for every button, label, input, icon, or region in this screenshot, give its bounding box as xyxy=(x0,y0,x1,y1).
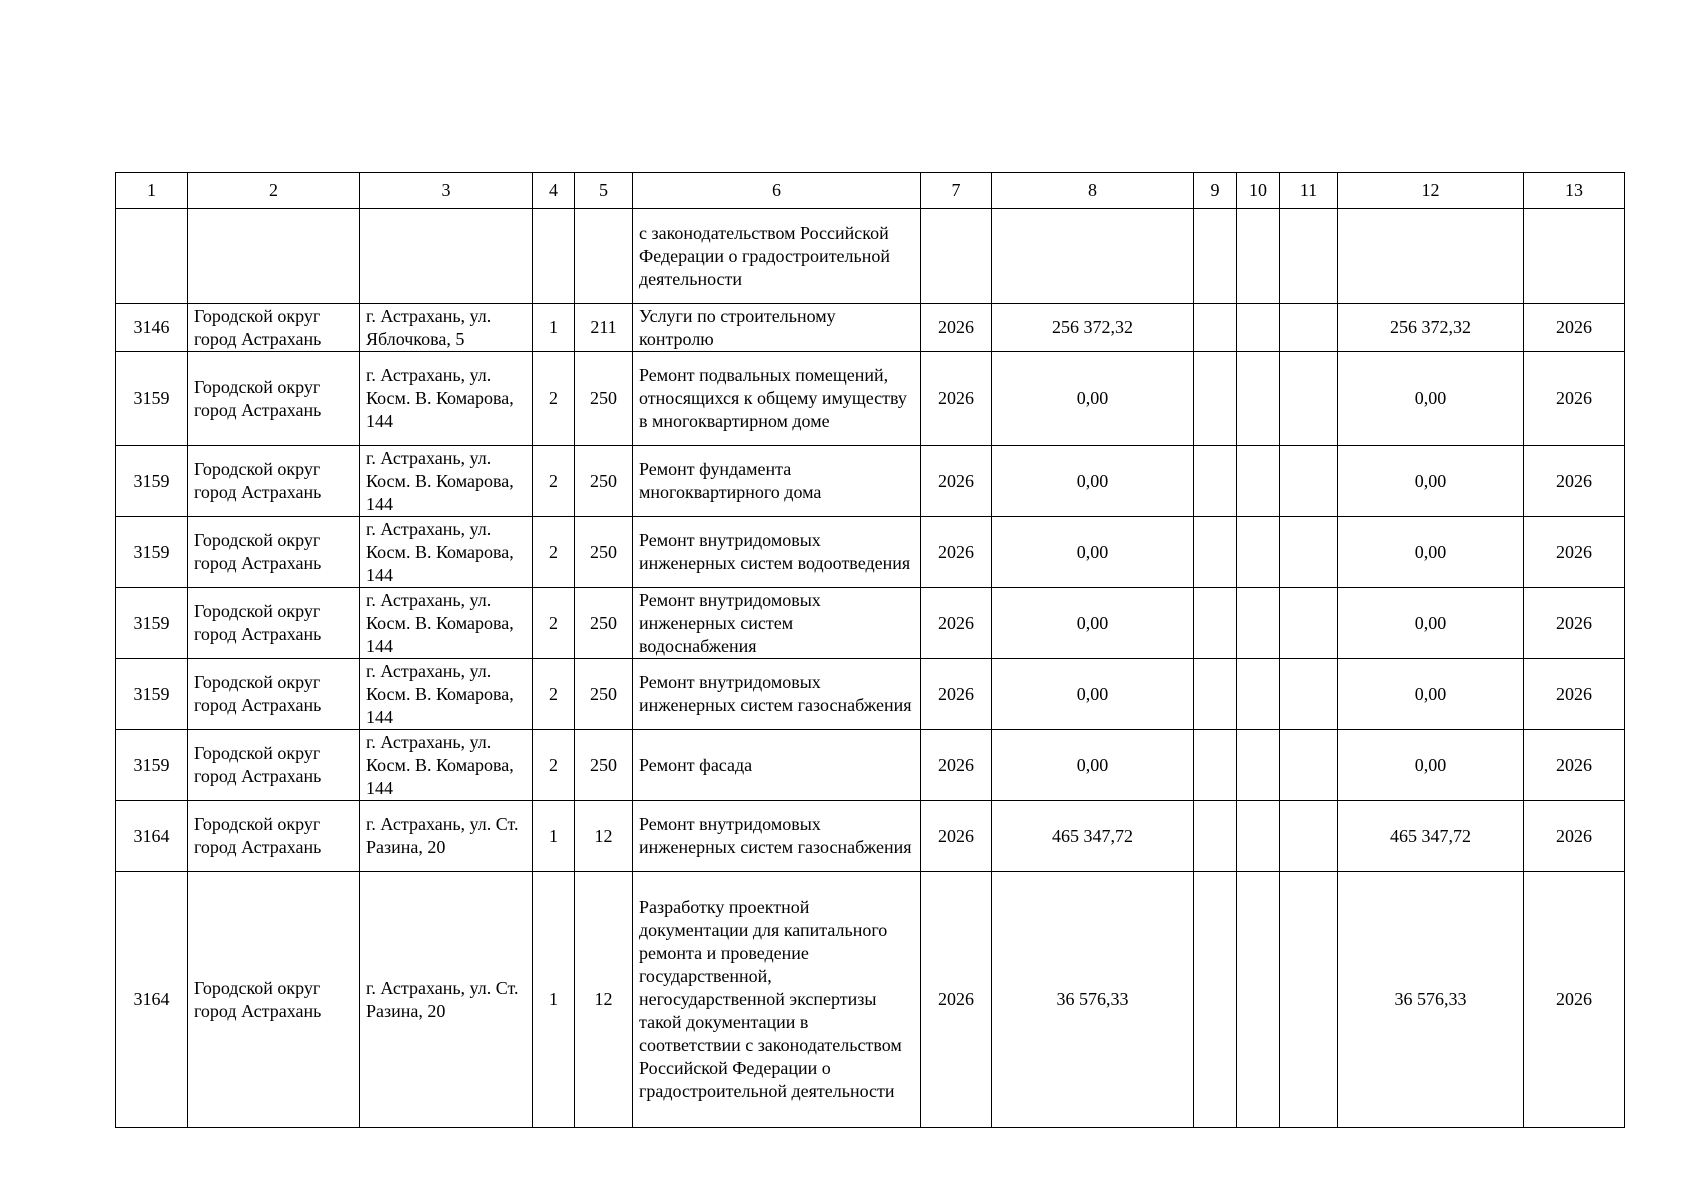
table-row xyxy=(116,304,1625,352)
cell-number: 3159 xyxy=(116,659,188,730)
cell-amount-total xyxy=(1338,209,1524,304)
cell-year-end: 2026 xyxy=(1524,588,1625,659)
cell-year: 2026 xyxy=(921,446,992,517)
cell-number: 3159 xyxy=(116,588,188,659)
cell-year-end: 2026 xyxy=(1524,730,1625,801)
cell-address: г. Астрахань, ул. Косм. В. Комарова, 144 xyxy=(360,730,533,801)
cell-col5: 250 xyxy=(575,352,633,446)
header-cell: 9 xyxy=(1194,173,1237,209)
cell-amount-total: 0,00 xyxy=(1338,588,1524,659)
cell-col11 xyxy=(1280,517,1338,588)
header-cell: 11 xyxy=(1280,173,1338,209)
cell-col10 xyxy=(1237,801,1280,872)
cell-amount-total: 465 347,72 xyxy=(1338,801,1524,872)
cell-municipality xyxy=(188,209,360,304)
cell-col5: 250 xyxy=(575,446,633,517)
header-cell: 12 xyxy=(1338,173,1524,209)
table-row xyxy=(116,730,1625,801)
cell-col4 xyxy=(533,209,575,304)
table-row xyxy=(116,588,1625,659)
cell-amount: 0,00 xyxy=(992,352,1194,446)
cell-col11 xyxy=(1280,588,1338,659)
header-cell: 8 xyxy=(992,173,1194,209)
cell-col4: 1 xyxy=(533,304,575,352)
header-cell: 6 xyxy=(633,173,921,209)
cell-work-type: Ремонт внутридомовых инженерных систем газоснабжения xyxy=(633,801,921,872)
cell-work-type: Ремонт внутридомовых инженерных систем газоснабжения xyxy=(633,659,921,730)
cell-col5: 250 xyxy=(575,659,633,730)
header-cell: 10 xyxy=(1237,173,1280,209)
cell-year xyxy=(921,209,992,304)
cell-col5: 211 xyxy=(575,304,633,352)
cell-municipality: Городской округ город Астрахань xyxy=(188,872,360,1128)
cell-amount: 0,00 xyxy=(992,588,1194,659)
cell-col4: 2 xyxy=(533,446,575,517)
header-cell: 4 xyxy=(533,173,575,209)
cell-year-end: 2026 xyxy=(1524,659,1625,730)
cell-year: 2026 xyxy=(921,730,992,801)
cell-address: г. Астрахань, ул. Ст. Разина, 20 xyxy=(360,872,533,1128)
cell-number: 3146 xyxy=(116,304,188,352)
cell-year-end: 2026 xyxy=(1524,304,1625,352)
cell-work-type: Ремонт внутридомовых инженерных систем водоотведения xyxy=(633,517,921,588)
cell-col9 xyxy=(1194,209,1237,304)
cell-number: 3159 xyxy=(116,517,188,588)
cell-amount: 0,00 xyxy=(992,517,1194,588)
cell-col9 xyxy=(1194,446,1237,517)
cell-number: 3164 xyxy=(116,872,188,1128)
cell-year: 2026 xyxy=(921,304,992,352)
cell-address: г. Астрахань, ул. Яблочкова, 5 xyxy=(360,304,533,352)
cell-work-type: Ремонт внутридомовых инженерных систем водоснабжения xyxy=(633,588,921,659)
cell-year-end: 2026 xyxy=(1524,352,1625,446)
cell-col5: 250 xyxy=(575,730,633,801)
header-cell: 3 xyxy=(360,173,533,209)
cell-col5: 250 xyxy=(575,588,633,659)
table-row xyxy=(116,517,1625,588)
table-row xyxy=(116,446,1625,517)
cell-address: г. Астрахань, ул. Косм. В. Комарова, 144 xyxy=(360,446,533,517)
cell-address xyxy=(360,209,533,304)
cell-col10 xyxy=(1237,588,1280,659)
cell-col4: 2 xyxy=(533,352,575,446)
cell-col5: 250 xyxy=(575,517,633,588)
cell-work-type: с законодательством Российской Федерации о градостроительной деятельности xyxy=(633,209,921,304)
cell-address: г. Астрахань, ул. Косм. В. Комарова, 144 xyxy=(360,517,533,588)
cell-amount-total: 0,00 xyxy=(1338,352,1524,446)
cell-address: г. Астрахань, ул. Косм. В. Комарова, 144 xyxy=(360,588,533,659)
cell-year-end: 2026 xyxy=(1524,801,1625,872)
table-row xyxy=(116,209,1625,304)
cell-number: 3164 xyxy=(116,801,188,872)
cell-year: 2026 xyxy=(921,801,992,872)
cell-amount: 36 576,33 xyxy=(992,872,1194,1128)
cell-amount-total: 0,00 xyxy=(1338,446,1524,517)
cell-col10 xyxy=(1237,517,1280,588)
cell-year-end xyxy=(1524,209,1625,304)
data-table xyxy=(115,172,1625,1128)
cell-address: г. Астрахань, ул. Косм. В. Комарова, 144 xyxy=(360,352,533,446)
cell-municipality: Городской округ город Астрахань xyxy=(188,304,360,352)
cell-work-type: Ремонт подвальных помещений, относящихся к общему имуществу в многоквартирном доме xyxy=(633,352,921,446)
cell-amount: 0,00 xyxy=(992,659,1194,730)
cell-amount xyxy=(992,209,1194,304)
cell-col10 xyxy=(1237,352,1280,446)
cell-year: 2026 xyxy=(921,517,992,588)
cell-col11 xyxy=(1280,209,1338,304)
cell-col10 xyxy=(1237,872,1280,1128)
table-row xyxy=(116,801,1625,872)
cell-year: 2026 xyxy=(921,588,992,659)
table-header-row xyxy=(116,173,1625,209)
cell-number xyxy=(116,209,188,304)
cell-col11 xyxy=(1280,352,1338,446)
cell-municipality: Городской округ город Астрахань xyxy=(188,446,360,517)
cell-col11 xyxy=(1280,730,1338,801)
cell-municipality: Городской округ город Астрахань xyxy=(188,659,360,730)
cell-amount-total: 256 372,32 xyxy=(1338,304,1524,352)
cell-col9 xyxy=(1194,588,1237,659)
cell-col10 xyxy=(1237,730,1280,801)
header-cell: 13 xyxy=(1524,173,1625,209)
cell-number: 3159 xyxy=(116,446,188,517)
header-cell: 1 xyxy=(116,173,188,209)
cell-col10 xyxy=(1237,446,1280,517)
cell-col9 xyxy=(1194,872,1237,1128)
cell-amount: 465 347,72 xyxy=(992,801,1194,872)
cell-amount: 0,00 xyxy=(992,446,1194,517)
cell-col4: 2 xyxy=(533,588,575,659)
cell-year-end: 2026 xyxy=(1524,446,1625,517)
cell-col4: 2 xyxy=(533,517,575,588)
header-cell: 7 xyxy=(921,173,992,209)
cell-address: г. Астрахань, ул. Ст. Разина, 20 xyxy=(360,801,533,872)
cell-year: 2026 xyxy=(921,659,992,730)
cell-municipality: Городской округ город Астрахань xyxy=(188,588,360,659)
cell-amount-total: 36 576,33 xyxy=(1338,872,1524,1128)
cell-number: 3159 xyxy=(116,352,188,446)
cell-col10 xyxy=(1237,659,1280,730)
cell-col11 xyxy=(1280,872,1338,1128)
cell-col9 xyxy=(1194,352,1237,446)
cell-work-type: Ремонт фасада xyxy=(633,730,921,801)
cell-amount: 0,00 xyxy=(992,730,1194,801)
cell-col11 xyxy=(1280,304,1338,352)
cell-work-type: Разработку проектной документации для капитального ремонта и проведение государственной, негосударственной экспертизы такой документации в соответствии с законодательством Российской Федерации о градостроительной деятельности xyxy=(633,872,921,1128)
cell-municipality: Городской округ город Астрахань xyxy=(188,517,360,588)
cell-amount-total: 0,00 xyxy=(1338,730,1524,801)
cell-col4: 2 xyxy=(533,730,575,801)
cell-year-end: 2026 xyxy=(1524,872,1625,1128)
cell-municipality: Городской округ город Астрахань xyxy=(188,352,360,446)
cell-col11 xyxy=(1280,446,1338,517)
cell-amount-total: 0,00 xyxy=(1338,517,1524,588)
cell-amount-total: 0,00 xyxy=(1338,659,1524,730)
cell-year: 2026 xyxy=(921,352,992,446)
header-cell: 5 xyxy=(575,173,633,209)
cell-col5 xyxy=(575,209,633,304)
cell-col4: 1 xyxy=(533,872,575,1128)
table-row xyxy=(116,659,1625,730)
cell-col9 xyxy=(1194,730,1237,801)
cell-col9 xyxy=(1194,659,1237,730)
cell-col11 xyxy=(1280,659,1338,730)
header-cell: 2 xyxy=(188,173,360,209)
cell-work-type: Услуги по строительному контролю xyxy=(633,304,921,352)
cell-col4: 1 xyxy=(533,801,575,872)
cell-col5: 12 xyxy=(575,872,633,1128)
cell-municipality: Городской округ город Астрахань xyxy=(188,801,360,872)
cell-year-end: 2026 xyxy=(1524,517,1625,588)
cell-number: 3159 xyxy=(116,730,188,801)
cell-col10 xyxy=(1237,304,1280,352)
cell-col4: 2 xyxy=(533,659,575,730)
table-row xyxy=(116,872,1625,1128)
cell-municipality: Городской округ город Астрахань xyxy=(188,730,360,801)
cell-year: 2026 xyxy=(921,872,992,1128)
cell-col11 xyxy=(1280,801,1338,872)
cell-work-type: Ремонт фундамента многоквартирного дома xyxy=(633,446,921,517)
cell-address: г. Астрахань, ул. Косм. В. Комарова, 144 xyxy=(360,659,533,730)
cell-col9 xyxy=(1194,801,1237,872)
cell-col9 xyxy=(1194,517,1237,588)
cell-amount: 256 372,32 xyxy=(992,304,1194,352)
cell-col5: 12 xyxy=(575,801,633,872)
table-row xyxy=(116,352,1625,446)
cell-col9 xyxy=(1194,304,1237,352)
cell-col10 xyxy=(1237,209,1280,304)
